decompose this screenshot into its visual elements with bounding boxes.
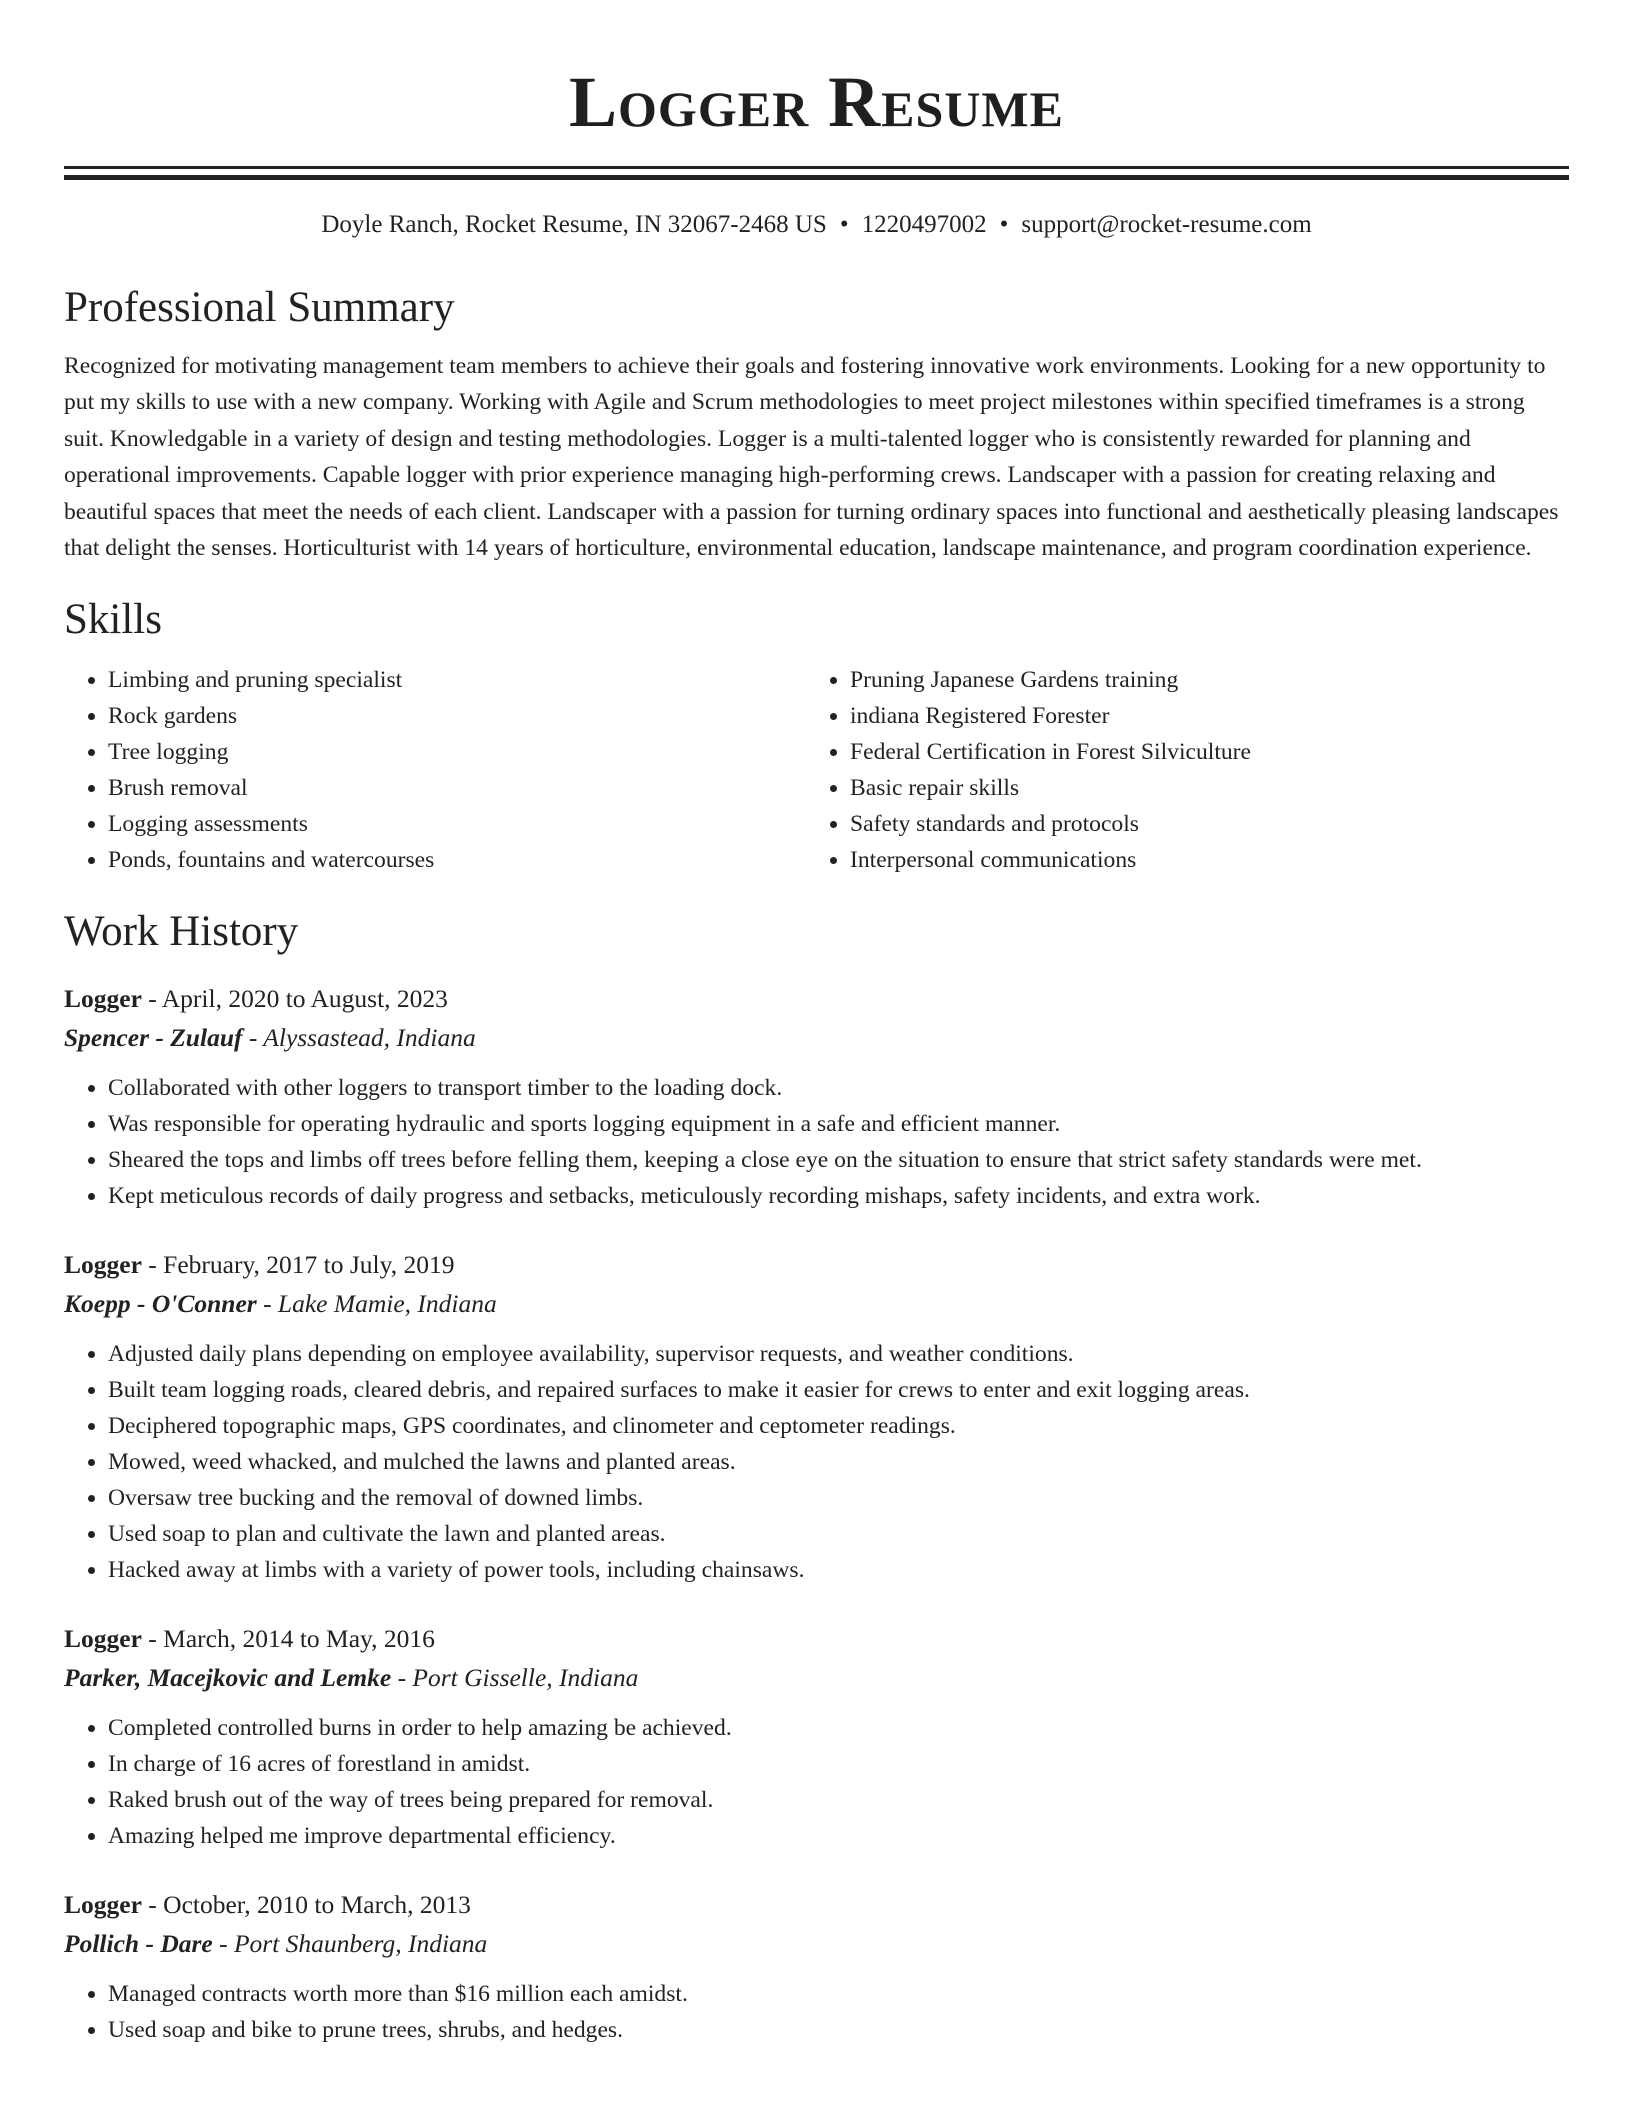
skills-list-left bbox=[64, 662, 805, 878]
job-company: Parker, Macejkovic and Lemke bbox=[64, 1663, 392, 1693]
job-bullet: • Hacked away at limbs with a variety of power tools, including chainsaws. bbox=[108, 1552, 1569, 1588]
job-bullets bbox=[64, 1070, 1569, 1214]
skills-columns bbox=[64, 662, 1569, 878]
job-title-line bbox=[64, 1246, 1569, 1284]
job-dates: - April, 2020 to August, 2023 bbox=[141, 984, 448, 1014]
job-bullets bbox=[64, 1336, 1569, 1588]
job-bullet: • Used soap and bike to prune trees, shrubs, and hedges. bbox=[108, 2012, 1569, 2048]
job-title: Logger bbox=[64, 984, 142, 1014]
job-bullet: • Raked brush out of the way of trees being prepared for removal. bbox=[108, 1782, 1569, 1818]
resume-title: Logger Resume bbox=[569, 62, 1064, 142]
job-title: Logger bbox=[64, 1890, 142, 1920]
skill-item: • Federal Certification in Forest Silviculture bbox=[850, 734, 1547, 770]
job-bullet: • Completed controlled burns in order to help amazing be achieved. bbox=[108, 1710, 1569, 1746]
skill-item: • indiana Registered Forester bbox=[850, 698, 1547, 734]
job-title: Logger bbox=[64, 1624, 142, 1654]
job-location: - Alyssastead, Indiana bbox=[242, 1023, 476, 1053]
job-bullet: • Collaborated with other loggers to transport timber to the loading dock. bbox=[108, 1070, 1569, 1106]
job-entry bbox=[64, 1886, 1569, 2048]
header-rule-top bbox=[64, 166, 1569, 169]
job-dates: - October, 2010 to March, 2013 bbox=[141, 1890, 471, 1920]
skill-item: • Pruning Japanese Gardens training bbox=[850, 662, 1547, 698]
header-rule-bottom bbox=[64, 175, 1569, 180]
job-company: Pollich - Dare bbox=[64, 1929, 213, 1959]
job-bullet: • In charge of 16 acres of forestland in amidst. bbox=[108, 1746, 1569, 1782]
skill-item: • Brush removal bbox=[108, 770, 805, 806]
skill-item: • Tree logging bbox=[108, 734, 805, 770]
job-bullet: • Mowed, weed whacked, and mulched the lawns and planted areas. bbox=[108, 1444, 1569, 1480]
skill-item: • Interpersonal communications bbox=[850, 842, 1547, 878]
skill-item: • Safety standards and protocols bbox=[850, 806, 1547, 842]
contact-line bbox=[64, 208, 1569, 242]
job-dates: - March, 2014 to May, 2016 bbox=[141, 1624, 435, 1654]
job-company-line bbox=[64, 1284, 1569, 1324]
job-bullet: • Deciphered topographic maps, GPS coordinates, and clinometer and ceptometer readings. bbox=[108, 1408, 1569, 1444]
skills-list-right bbox=[805, 662, 1547, 878]
job-company-line bbox=[64, 1658, 1569, 1698]
job-entry bbox=[64, 980, 1569, 1214]
skill-item: • Logging assessments bbox=[108, 806, 805, 842]
job-location: - Lake Mamie, Indiana bbox=[256, 1289, 497, 1319]
job-bullet: • Managed contracts worth more than $16 million each amidst. bbox=[108, 1976, 1569, 2012]
job-bullet: • Adjusted daily plans depending on employee availability, supervisor requests, and weather conditions. bbox=[108, 1336, 1569, 1372]
job-title-line bbox=[64, 1886, 1569, 1924]
contact-email: support@rocket-resume.com bbox=[1021, 211, 1312, 238]
job-company-line bbox=[64, 1018, 1569, 1058]
job-entry bbox=[64, 1620, 1569, 1854]
job-bullet: • Used soap to plan and cultivate the lawn and planted areas. bbox=[108, 1516, 1569, 1552]
job-bullet: • Kept meticulous records of daily progress and setbacks, meticulously recording mishaps, safety incidents, and extra work. bbox=[108, 1178, 1569, 1214]
job-bullet: • Amazing helped me improve departmental efficiency. bbox=[108, 1818, 1569, 1854]
job-bullets bbox=[64, 1710, 1569, 1854]
summary-heading: Professional Summary bbox=[64, 284, 455, 331]
contact-separator: • bbox=[839, 211, 849, 238]
skill-item: • Rock gardens bbox=[108, 698, 805, 734]
contact-address: Doyle Ranch, Rocket Resume, IN 32067-2468 US bbox=[321, 211, 827, 238]
job-bullet: • Built team logging roads, cleared debris, and repaired surfaces to make it easier for crews to enter and exit logging areas. bbox=[108, 1372, 1569, 1408]
job-title-line bbox=[64, 1620, 1569, 1658]
job-location: - Port Gisselle, Indiana bbox=[391, 1663, 639, 1693]
skill-item: • Basic repair skills bbox=[850, 770, 1547, 806]
skill-item: • Limbing and pruning specialist bbox=[108, 662, 805, 698]
work-history-heading: Work History bbox=[64, 908, 299, 956]
job-dates: - February, 2017 to July, 2019 bbox=[141, 1250, 455, 1280]
job-company: Koepp - O'Conner bbox=[64, 1289, 257, 1319]
job-location: - Port Shaunberg, Indiana bbox=[212, 1929, 488, 1959]
job-title: Logger bbox=[64, 1250, 142, 1280]
job-bullets bbox=[64, 1976, 1569, 2048]
job-company-line bbox=[64, 1924, 1569, 1964]
summary-text: Recognized for motivating management team members to achieve their goals and fostering innovative work environments. Looking for a new opportunity to put my skills to use with a new company. Working with Agile and Scrum methodologies to meet project milestones within specified timeframes is a strong suit. Knowledgable in a variety of design and testing methodologies. Logger is a multi-talented logger who is consistently rewarded for planning and operational improvements. Capable logger with prior experience managing high-performing crews. Landscaper with a passion for creating relaxing and beautiful spaces that meet the needs of each client. Landscaper with a passion for turning ordinary spaces into functional and aesthetically pleasing landscapes that delight the senses. Horticulturist with 14 years of horticulture, environmental education, landscape maintenance, and program coordination experience. bbox=[64, 353, 1559, 562]
job-entry bbox=[64, 1246, 1569, 1588]
contact-phone: 1220497002 bbox=[861, 211, 987, 238]
job-bullet: • Oversaw tree bucking and the removal of downed limbs. bbox=[108, 1480, 1569, 1516]
contact-separator: • bbox=[999, 211, 1009, 238]
resume-page bbox=[64, 0, 1569, 2048]
job-bullet: • Sheared the tops and limbs off trees before felling them, keeping a close eye on the situation to ensure that strict safety standards were met. bbox=[108, 1142, 1569, 1178]
skills-heading: Skills bbox=[64, 596, 162, 644]
job-title-line bbox=[64, 980, 1569, 1018]
job-bullet: • Was responsible for operating hydraulic and sports logging equipment in a safe and efficient manner. bbox=[108, 1106, 1569, 1142]
job-company: Spencer - Zulauf bbox=[64, 1023, 243, 1053]
skill-item: • Ponds, fountains and watercourses bbox=[108, 842, 805, 878]
